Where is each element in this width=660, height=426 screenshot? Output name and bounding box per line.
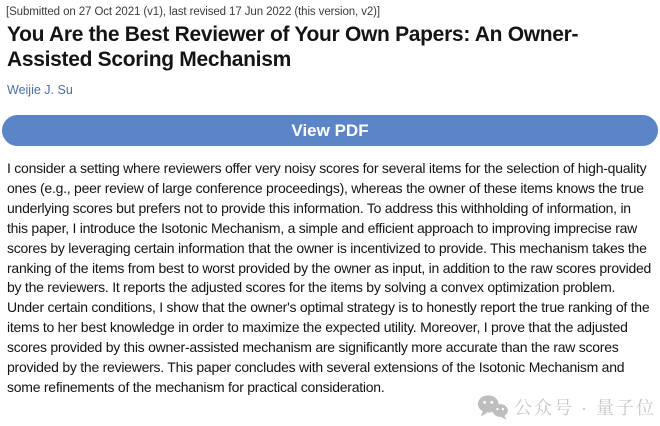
watermark-text: 公众号 · 量子位 [514,398,656,418]
author-link[interactable]: Weijie J. Su [7,83,73,97]
abstract-text: I consider a setting where reviewers offer very noisy scores for several items for the selection of high-quality ones (e.g., peer review of large conference proceedings), whereas the owner of these items knows the true underlying scores but prefers not to provide this information. To address this withholding of information, in this paper, I introduce the Isotonic Mechanism, a simple and efficient approach to improving imprecise raw scores by leveraging certain information that the owner is incentivized to provide. This mechanism takes the ranking of the items from best to worst provided by the owner as input, in addition to the raw scores provided by the reviewers. It reports the adjusted scores for the items by solving a convex optimization problem. Under certain conditions, I show that the owner's optimal strategy is to honestly report the true ranking of the items to her best knowledge in order to maximize the expected utility. Moreover, I prove that the adjusted scores provided by this owner-assisted mechanism are significantly more accurate than the raw scores provided by the reviewers. This paper concludes with several extensions of the Isotonic Mechanism and some refinements of the mechanism for practical consideration. [7,160,652,395]
view-pdf-button[interactable]: View PDF [2,115,658,146]
wechat-icon [477,394,508,420]
paper-title: You Are the Best Reviewer of Your Own Papers: An Owner-Assisted Scoring Mechanism [7,23,579,71]
watermark [477,394,656,420]
submission-date-line: [Submitted on 27 Oct 2021 (v1), last revised 17 Jun 2022 (this version, v2)] [6,6,381,18]
